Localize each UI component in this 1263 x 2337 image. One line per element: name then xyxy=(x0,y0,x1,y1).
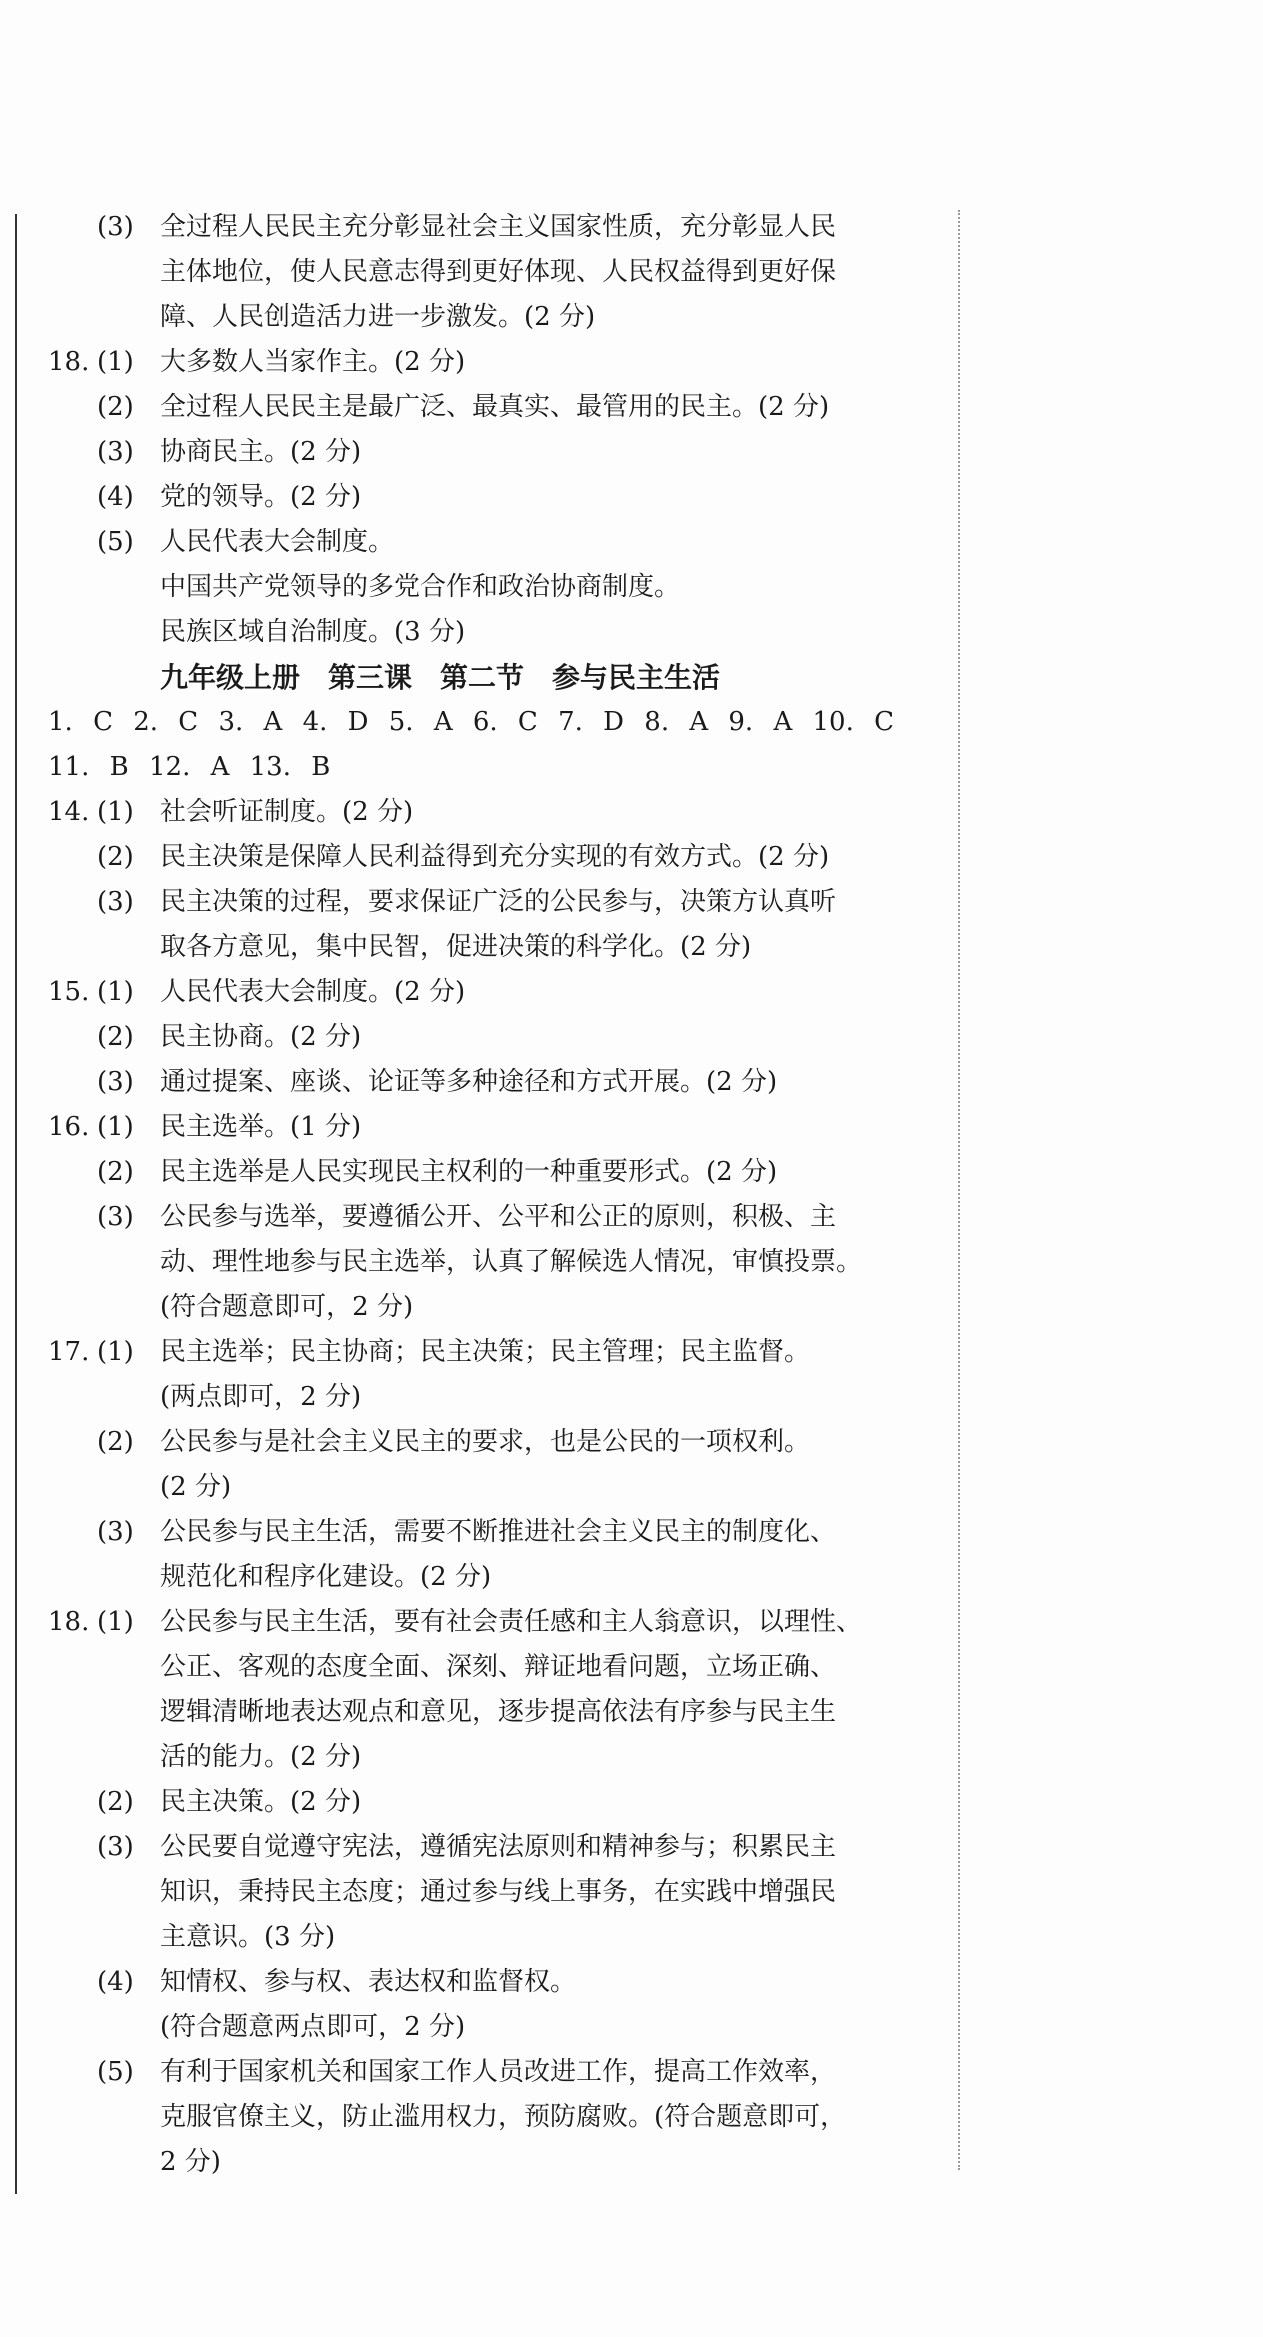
answer-text: (两点即可，2 分) xyxy=(160,1382,362,1412)
answer-text: (符合题意两点即可，2 分) xyxy=(160,2012,466,2042)
answer-text: 公民参与是社会主义民主的要求，也是公民的一项权利。 xyxy=(160,1427,811,1457)
answer-line xyxy=(0,1240,1000,1285)
answer-text: 大多数人当家作主。(2 分) xyxy=(160,347,466,377)
answer-line xyxy=(0,1420,1000,1465)
answer-text: 民主选举。(1 分) xyxy=(160,1112,362,1142)
answer-line xyxy=(0,1285,1000,1330)
answer-line xyxy=(0,1150,1000,1195)
answer-line xyxy=(0,340,1000,385)
question-number: 18. xyxy=(48,1607,90,1637)
answer-line xyxy=(0,1735,1000,1780)
answer-text: 公民参与民主生活，需要不断推进社会主义民主的制度化、 xyxy=(160,1517,837,1547)
sub-question-number: (1) xyxy=(97,347,134,377)
sub-question-number: (3) xyxy=(97,1832,134,1862)
answer-text: 公民要自觉遵守宪法，遵循宪法原则和精神参与；积累民主 xyxy=(160,1832,837,1862)
answer-line xyxy=(0,205,1000,250)
answer-text: 取各方意见，集中民智，促进决策的科学化。(2 分) xyxy=(160,932,752,962)
answer-line xyxy=(0,700,1000,745)
sub-question-number: (3) xyxy=(97,437,134,467)
answer-line xyxy=(0,1915,1000,1960)
sub-question-number: (3) xyxy=(97,1067,134,1097)
answer-text: 有利于国家机关和国家工作人员改进工作，提高工作效率， xyxy=(160,2057,837,2087)
question-number: 17. xyxy=(48,1337,90,1367)
sub-question-number: (1) xyxy=(97,977,134,1007)
answer-text: 障、人民创造活力进一步激发。(2 分) xyxy=(160,302,596,332)
answer-line xyxy=(0,1780,1000,1825)
question-number: 16. xyxy=(48,1112,90,1142)
answer-line xyxy=(0,385,1000,430)
sub-question-number: (2) xyxy=(97,842,134,872)
answer-text: 党的领导。(2 分) xyxy=(160,482,362,512)
answer-line xyxy=(0,1555,1000,1600)
question-number: 18. xyxy=(48,347,90,377)
answer-text: 克服官僚主义，防止滥用权力，预防腐败。(符合题意即可， xyxy=(160,2102,847,2132)
answer-line xyxy=(0,1105,1000,1150)
section-heading xyxy=(0,655,1000,700)
answer-text: 人民代表大会制度。 xyxy=(160,527,395,557)
answer-text: 社会听证制度。(2 分) xyxy=(160,797,414,827)
choice-answers: 1. C 2. C 3. A 4. D 5. A 6. C 7. D 8. A 9. A 10. C xyxy=(48,707,895,737)
answer-text: 民主决策。(2 分) xyxy=(160,1787,362,1817)
answer-line xyxy=(0,745,1000,790)
sub-question-number: (3) xyxy=(97,212,134,242)
answer-line xyxy=(0,1015,1000,1060)
answer-line xyxy=(0,1690,1000,1735)
answer-line xyxy=(0,2050,1000,2095)
answer-text: 全过程人民民主是最广泛、最真实、最管用的民主。(2 分) xyxy=(160,392,830,422)
sub-question-number: (1) xyxy=(97,1607,134,1637)
answer-text: 人民代表大会制度。(2 分) xyxy=(160,977,466,1007)
answer-line xyxy=(0,1330,1000,1375)
answer-text: 公民参与民主生活，要有社会责任感和主人翁意识，以理性、 xyxy=(160,1607,863,1637)
answer-text: 协商民主。(2 分) xyxy=(160,437,362,467)
answer-text: 主体地位，使人民意志得到更好体现、人民权益得到更好保 xyxy=(160,257,837,287)
question-number: 15. xyxy=(48,977,90,1007)
sub-question-number: (3) xyxy=(97,887,134,917)
answer-line xyxy=(0,2095,1000,2140)
answer-line xyxy=(0,520,1000,565)
answer-line xyxy=(0,475,1000,520)
answer-line xyxy=(0,1195,1000,1240)
sub-question-number: (5) xyxy=(97,2057,134,2087)
sub-question-number: (2) xyxy=(97,1427,134,1457)
answer-text: 主意识。(3 分) xyxy=(160,1922,336,1952)
answer-line xyxy=(0,1060,1000,1105)
answer-text: 全过程人民民主充分彰显社会主义国家性质，充分彰显人民 xyxy=(160,212,837,242)
answer-line xyxy=(0,610,1000,655)
answer-text: 2 分) xyxy=(160,2147,221,2177)
answer-text: 活的能力。(2 分) xyxy=(160,1742,362,1772)
answer-text: 中国共产党领导的多党合作和政治协商制度。 xyxy=(160,572,681,602)
answer-line xyxy=(0,925,1000,970)
answer-text: (2 分) xyxy=(160,1472,232,1502)
answer-text: 通过提案、座谈、论证等多种途径和方式开展。(2 分) xyxy=(160,1067,778,1097)
answer-line xyxy=(0,250,1000,295)
answer-line xyxy=(0,1645,1000,1690)
answer-line xyxy=(0,880,1000,925)
sub-question-number: (1) xyxy=(97,1337,134,1367)
answer-line xyxy=(0,1465,1000,1510)
question-number: 14. xyxy=(48,797,90,827)
sub-question-number: (5) xyxy=(97,527,134,557)
sub-question-number: (1) xyxy=(97,1112,134,1142)
answer-text: 公民参与选举，要遵循公开、公平和公正的原则，积极、主 xyxy=(160,1202,837,1232)
answer-text: 民族区域自治制度。(3 分) xyxy=(160,617,466,647)
answer-text: 民主选举是人民实现民主权利的一种重要形式。(2 分) xyxy=(160,1157,778,1187)
sub-question-number: (4) xyxy=(97,1967,134,1997)
answer-line xyxy=(0,1510,1000,1555)
answer-text: 知识，秉持民主态度；通过参与线上事务，在实践中增强民 xyxy=(160,1877,837,1907)
answer-text: 公正、客观的态度全面、深刻、辩证地看问题，立场正确、 xyxy=(160,1652,837,1682)
answer-text: 规范化和程序化建设。(2 分) xyxy=(160,1562,492,1592)
sub-question-number: (2) xyxy=(97,1022,134,1052)
answer-text: 民主决策的过程，要求保证广泛的公民参与，决策方认真听 xyxy=(160,887,837,917)
answer-text: 民主选举；民主协商；民主决策；民主管理；民主监督。 xyxy=(160,1337,811,1367)
answer-line xyxy=(0,1870,1000,1915)
sub-question-number: (2) xyxy=(97,1787,134,1817)
answer-line xyxy=(0,1825,1000,1870)
sub-question-number: (3) xyxy=(97,1202,134,1232)
answer-text: 知情权、参与权、表达权和监督权。 xyxy=(160,1967,577,1997)
choice-answers: 11. B 12. A 13. B xyxy=(48,752,331,782)
answer-content xyxy=(0,205,1000,2185)
answer-line xyxy=(0,295,1000,340)
answer-text: (符合题意即可，2 分) xyxy=(160,1292,414,1322)
answer-line xyxy=(0,1375,1000,1420)
answer-line xyxy=(0,790,1000,835)
sub-question-number: (2) xyxy=(97,1157,134,1187)
answer-text: 动、理性地参与民主选举，认真了解候选人情况，审慎投票。 xyxy=(160,1247,863,1277)
answer-text: 民主协商。(2 分) xyxy=(160,1022,362,1052)
section-heading-text: 九年级上册 第三课 第二节 参与民主生活 xyxy=(160,661,721,694)
answer-line xyxy=(0,1600,1000,1645)
answer-text: 逻辑清晰地表达观点和意见，逐步提高依法有序参与民主生 xyxy=(160,1697,837,1727)
answer-line xyxy=(0,565,1000,610)
answer-line xyxy=(0,2140,1000,2185)
answer-line xyxy=(0,2005,1000,2050)
sub-question-number: (1) xyxy=(97,797,134,827)
answer-line xyxy=(0,430,1000,475)
answer-line xyxy=(0,1960,1000,2005)
answer-text: 民主决策是保障人民利益得到充分实现的有效方式。(2 分) xyxy=(160,842,830,872)
sub-question-number: (2) xyxy=(97,392,134,422)
sub-question-number: (4) xyxy=(97,482,134,512)
answer-line xyxy=(0,970,1000,1015)
sub-question-number: (3) xyxy=(97,1517,134,1547)
answer-line xyxy=(0,835,1000,880)
